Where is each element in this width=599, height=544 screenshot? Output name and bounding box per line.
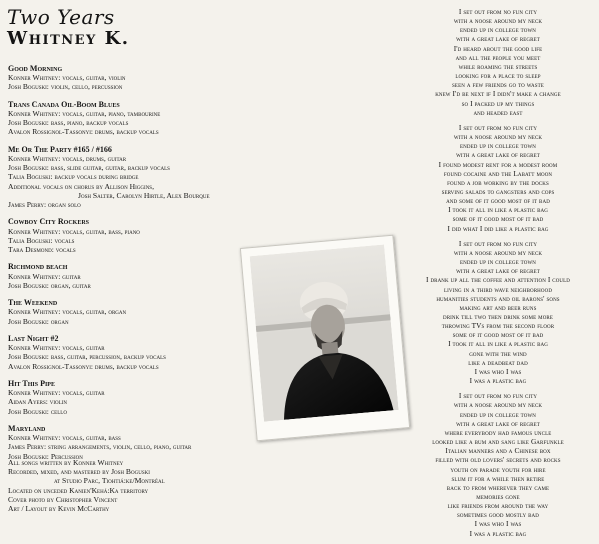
credit-line: Konner Whitney: vocals, guitar: [8, 343, 105, 353]
lyric-line: humanities students and oil barons' sons: [436, 293, 560, 303]
track-credit-block: [8, 64, 338, 92]
lyric-line: sometimes good mostly bad: [457, 510, 539, 520]
lyric-line: filled with old lovers' secrets and rocks: [435, 455, 561, 465]
lyrics-stanza: [392, 391, 599, 538]
lyric-line: ended up in college town: [460, 25, 536, 35]
lyric-line: looked like a bum and sang like Garfunkle: [432, 437, 564, 447]
lyric-line: and headed east: [473, 107, 523, 117]
track-title: Trans Canada Oil-Boom Blues: [8, 99, 120, 109]
portrait-image: [250, 244, 399, 421]
lyric-line: where everybody had famous uncle: [444, 427, 552, 437]
credit-line: James Perry: organ solo: [8, 200, 81, 210]
credit-line: Avalon Rossignol-Tassonyi: drums, backup vocals: [8, 361, 159, 371]
credit-line: Josh Boguski: violin, cello, percussion: [8, 82, 123, 92]
lyric-line: some of it good most of it bad: [452, 214, 544, 224]
lyric-line: I drank up all the coffee and attention I could: [425, 275, 571, 285]
lyric-line: I was a plastic bag: [469, 528, 527, 538]
album-footer-credits: [8, 458, 348, 513]
lyric-line: I was who I was: [474, 366, 522, 376]
lyric-line: I set out from no fun city: [458, 238, 538, 248]
credit-line: Talia Boguski: backup vocals during bridge: [8, 172, 139, 182]
track-title: Hit This Pipe: [8, 379, 55, 388]
credit-line: James Perry: string arrangements, violin, cello, piano, guitar: [8, 442, 192, 452]
credit-line: Talia Boguski: vocals: [8, 235, 75, 245]
lyric-line: I'd heard about the good life: [453, 43, 543, 53]
lyric-line: found cocaine and the Labatt moon: [443, 168, 553, 178]
track-title: Last Night #2: [8, 334, 59, 343]
lyric-line: gone with the wind: [469, 348, 527, 358]
lyric-line: I did what I did like a plastic bag: [447, 223, 549, 233]
lyric-line: drink till two then drink some more: [443, 312, 553, 321]
footer-line: Located on unceded Kanien'Kehá:Ka territory: [8, 485, 149, 495]
lyric-line: with a great lake of regret: [456, 266, 540, 276]
lyric-line: memories gone: [476, 491, 520, 501]
footer-line: at Studio Parc, Tiohtiá:ke/Montréal: [54, 476, 165, 486]
lyric-line: I took it all in like a plastic bag: [448, 205, 548, 215]
credit-line: Josh Salter, Carolyn Hirtle, Alex Bourque: [78, 190, 210, 200]
lyric-line: while roaming the streets: [458, 61, 538, 71]
lyric-line: with a great lake of regret: [456, 418, 540, 428]
credit-line: Konner Whitney: vocals, guitar, violin: [8, 73, 126, 83]
credit-line: Konner Whitney: vocals, guitar, bass, piano: [8, 226, 140, 236]
lyrics-stanza: [392, 123, 599, 233]
track-credit-block: [8, 100, 338, 137]
lyric-line: ended up in college town: [460, 141, 536, 151]
track-title: The Weekend: [8, 298, 58, 308]
credit-line: Josh Boguski: Percussion: [8, 451, 83, 461]
lyric-line: with a great lake of regret: [456, 150, 540, 160]
credit-line: Tara Desmond: vocals: [8, 245, 76, 255]
lyric-line: slum it for a while then retire: [451, 473, 545, 483]
lyric-line: seen a few friends go to waste: [452, 80, 544, 90]
footer-line: Art / Layout by Kevin McCarthy: [8, 504, 110, 514]
footer-line: All songs written by Konner Whitney: [8, 458, 124, 467]
lyric-line: I took it all in like a plastic bag: [448, 339, 548, 349]
album-title: Two Years: [7, 5, 115, 29]
lyric-line: like a deadbeat dad: [468, 357, 528, 367]
credit-line: Josh Boguski: bass, guitar, percussion, backup vocals: [8, 352, 166, 362]
lyric-line: I was who I was: [474, 519, 522, 529]
track-title: Cowboy City Rockers: [8, 217, 90, 227]
credit-line: Avalon Rossignol-Tassonyi: drums, backup vocals: [8, 127, 159, 137]
track-title: Good Morning: [8, 64, 63, 73]
lyric-line: throwing TVs from the second floor: [441, 321, 555, 331]
lyric-line: with a great lake of regret: [456, 34, 540, 44]
track-title: Richmond beach: [8, 262, 68, 272]
lyric-line: I set out from no fun city: [458, 7, 538, 16]
credit-line: Josh Boguski: bass, slide guitar, guitar, backup vocals: [8, 163, 170, 173]
lyric-line: with a noose around my neck: [453, 132, 543, 142]
lyric-line: with a noose around my neck: [453, 247, 543, 257]
credit-line: Konner Whitney: guitar: [8, 271, 81, 281]
track-credit-block: [8, 145, 338, 209]
credit-line: Josh Boguski: cello: [8, 406, 67, 416]
lyric-line: living in a third wave neighborhood: [443, 284, 553, 294]
credit-line: Josh Boguski: organ: [8, 316, 69, 326]
footer-line: Cover photo by Christopher Vincent: [8, 494, 118, 504]
portrait-illustration: [250, 244, 399, 421]
lyric-line: Italian manners and a Chinese box: [445, 446, 551, 456]
lyric-line: making art and beer runs: [459, 302, 537, 312]
lyric-line: with a noose around my neck: [453, 400, 543, 410]
lyric-line: I found modest rent for a modest room: [438, 159, 558, 169]
credit-line: Josh Boguski: bass, piano, backup vocals: [8, 118, 129, 128]
track-title: Maryland: [8, 424, 46, 433]
lyric-line: so I packed up my things: [461, 98, 535, 108]
lyric-line: knew I'd be next if I didn't make a change: [435, 89, 561, 99]
credit-line: Konner Whitney: vocals, guitar: [8, 388, 105, 398]
track-title: Me Or The Party #165 / #166: [8, 144, 112, 154]
album-header: [7, 6, 130, 50]
lyrics-stanza: [392, 7, 599, 117]
lyric-line: like friends from around the way: [447, 501, 549, 511]
credit-line: Konner Whitney: vocals, drums, guitar: [8, 154, 127, 163]
lyric-line: back to from wherever they came: [446, 482, 550, 492]
credit-line: Aidan Ayers: violin: [8, 397, 67, 407]
footer-line: Recorded, mixed, and mastered by Josh Boguski: [8, 467, 150, 477]
lyric-line: serving salads to gangsters and cops: [441, 186, 555, 196]
credit-line: Josh Boguski: organ, guitar: [8, 280, 91, 290]
lyric-line: I set out from no fun city: [458, 122, 538, 132]
lyrics-stanza: [392, 239, 599, 386]
polaroid-photo: [240, 235, 410, 442]
lyric-line: some of it good most of it bad: [452, 330, 544, 340]
lyric-line: found a job working by the docks: [447, 177, 549, 187]
lyric-line: youth on parade youth for hire: [450, 464, 546, 474]
lyric-line: ended up in college town: [460, 257, 536, 267]
lyric-line: and some of it good most of it bad: [446, 196, 550, 206]
lyrics-column: [392, 7, 599, 544]
lyric-line: ended up in college town: [460, 409, 536, 419]
lyric-line: I set out from no fun city: [458, 391, 538, 401]
lyric-line: and all the people you meet: [455, 52, 541, 62]
lyric-line: looking for a place to sleep: [455, 71, 541, 81]
lyric-line: with a noose around my neck: [453, 16, 543, 26]
lyric-line: I was a plastic bag: [469, 376, 527, 386]
credit-line: Konner Whitney: vocals, guitar, organ: [8, 307, 127, 317]
artist-name: Whitney K.: [7, 28, 130, 49]
credit-line: Konner Whitney: vocals, guitar, piano, tambourine: [8, 109, 161, 118]
credit-line: Konner Whitney: vocals, guitar, bass: [8, 433, 121, 443]
credit-line: Additional vocals on chorus by Allison Higgins,: [8, 181, 154, 191]
